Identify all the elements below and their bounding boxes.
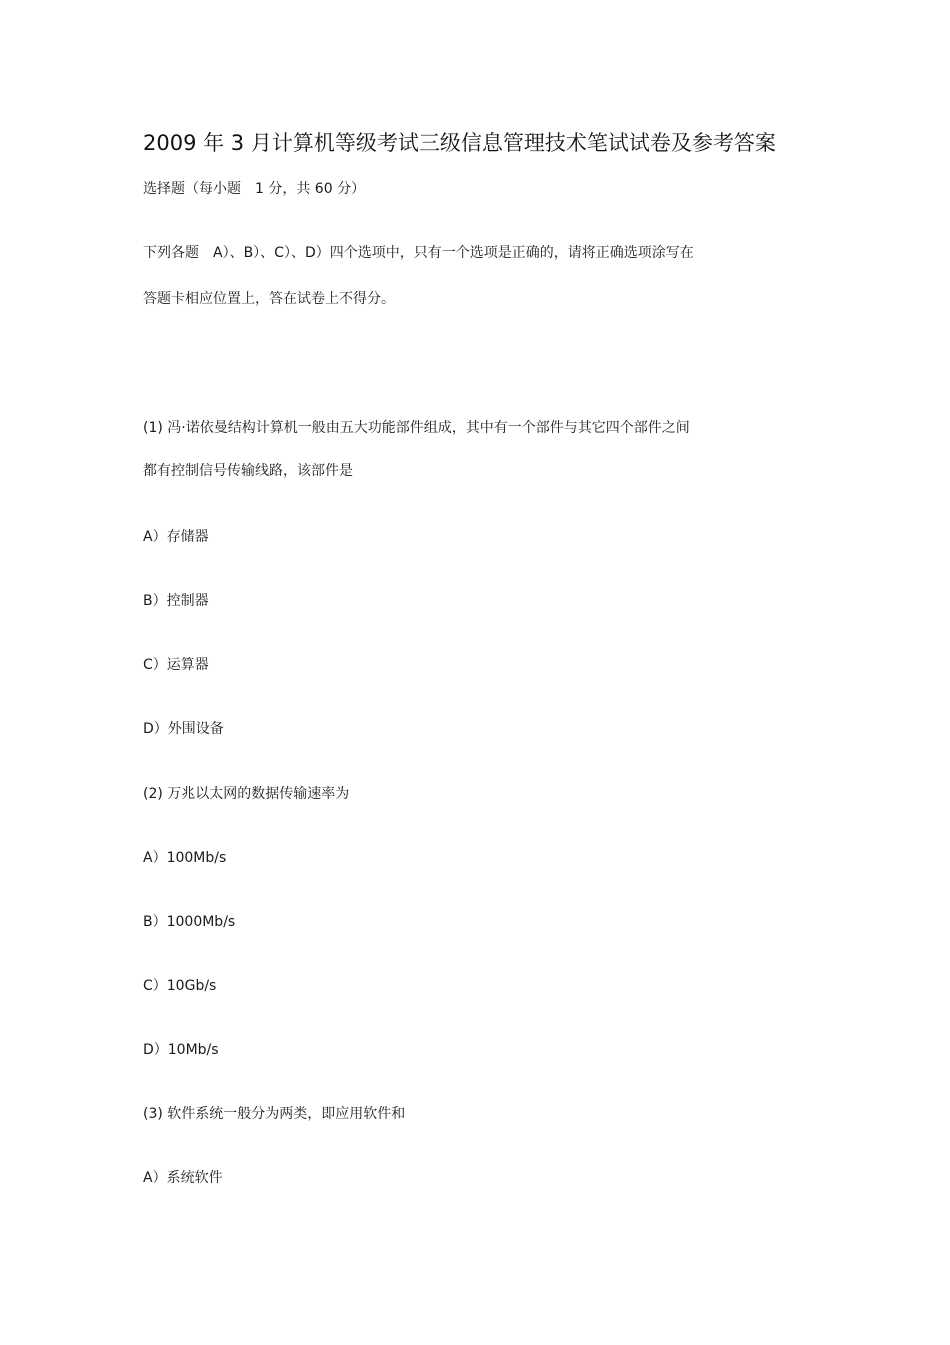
question-2-option-c: C）10Gb/s	[143, 978, 217, 994]
question-2-stem: (2) 万兆以太网的数据传输速率为	[143, 786, 350, 802]
section-header: 选择题（每小题 1 分，共 60 分）	[143, 181, 366, 197]
instructions-line-1: 下列各题 A）、B）、C）、D）四个选项中，只有一个选项是正确的，请将正确选项涂写在	[143, 245, 694, 261]
instructions-line-2: 答题卡相应位置上，答在试卷上不得分。	[143, 291, 395, 307]
question-3-option-a: A）系统软件	[143, 1170, 223, 1186]
document-title: 2009 年 3 月计算机等级考试三级信息管理技术笔试试卷及参考答案	[143, 131, 776, 155]
question-1-option-c: C）运算器	[143, 657, 209, 673]
question-1-stem-line-1: (1) 冯·诺依曼结构计算机一般由五大功能部件组成，其中有一个部件与其它四个部件之间	[143, 420, 690, 436]
question-1-stem-line-2: 都有控制信号传输线路，该部件是	[143, 463, 353, 479]
question-2-option-b: B）1000Mb/s	[143, 914, 236, 930]
question-1-option-a: A）存储器	[143, 529, 209, 545]
question-2-option-d: D）10Mb/s	[143, 1042, 219, 1058]
question-1-option-b: B）控制器	[143, 593, 209, 609]
question-1-option-d: D）外围设备	[143, 721, 224, 737]
question-2-option-a: A）100Mb/s	[143, 850, 227, 866]
question-3-stem: (3) 软件系统一般分为两类，即应用软件和	[143, 1106, 406, 1122]
